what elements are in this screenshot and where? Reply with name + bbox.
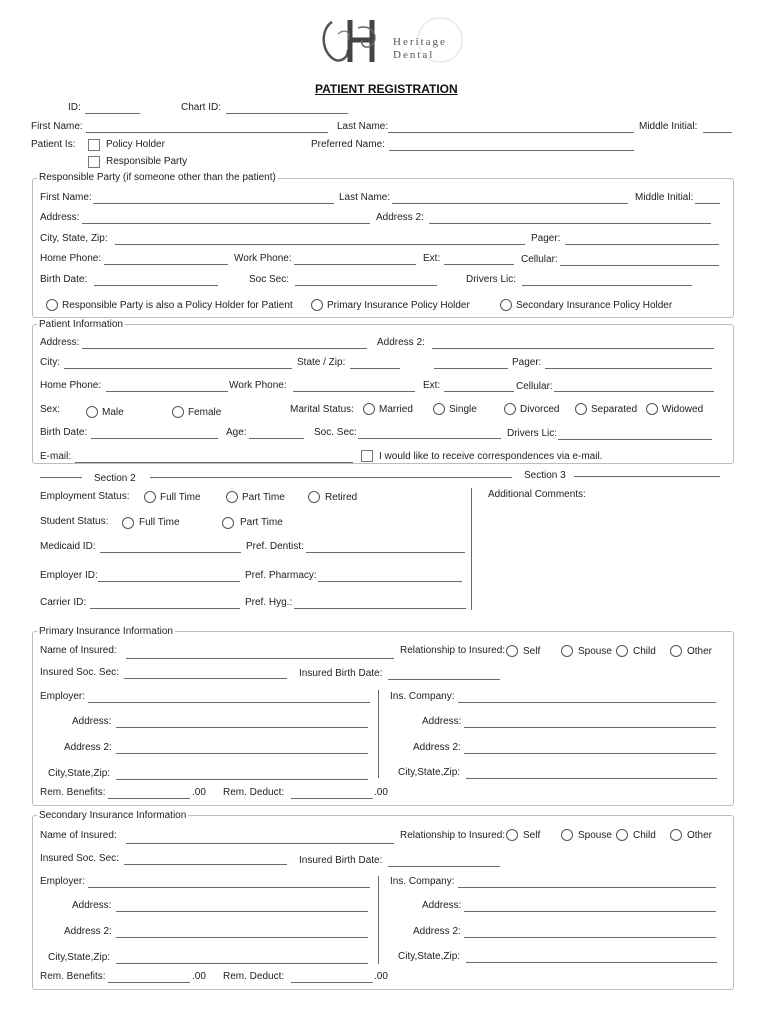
marital-status-label: Marital Status: [290, 404, 354, 415]
primary-insurance-legend: Primary Insurance Information [39, 626, 173, 637]
emp-retired-label: Retired [325, 492, 358, 503]
pt-sex-label: Sex: [40, 404, 61, 415]
employer-id-label: Employer ID: [40, 570, 98, 581]
last-name-label: Last Name: [337, 121, 389, 132]
pi-ins-city-label: City,State,Zip: [398, 767, 461, 778]
widowed-label: Widowed [662, 404, 704, 415]
si-child-radio[interactable] [616, 829, 628, 841]
rp-address-label: Address: [40, 212, 80, 223]
rp-address-field[interactable] [82, 223, 370, 224]
si-ins-address-label: Address: [422, 900, 462, 911]
si-spouse-radio[interactable] [561, 829, 573, 841]
pi-spouse-label: Spouse [578, 646, 612, 657]
section2-legend: Section 2 [94, 473, 136, 484]
si-spouse-label: Spouse [578, 830, 612, 841]
pref-pharmacy-field[interactable] [318, 581, 462, 582]
rp-home-phone-label: Home Phone: [40, 253, 102, 264]
divorced-radio[interactable] [504, 403, 516, 415]
rp-secondary-radio[interactable] [500, 299, 512, 311]
si-soc-sec-field[interactable] [124, 864, 287, 865]
rp-pager-field[interactable] [565, 244, 719, 245]
middle-initial-field[interactable] [703, 132, 732, 133]
si-other-label: Other [687, 830, 713, 841]
si-self-radio[interactable] [506, 829, 518, 841]
pi-address-field[interactable] [116, 727, 368, 728]
pt-email-label: E-mail: [40, 451, 72, 462]
stu-full-time-label: Full Time [139, 517, 180, 528]
patient-is-label: Patient Is: [31, 139, 76, 150]
emp-full-time-label: Full Time [160, 492, 201, 503]
pi-spouse-radio[interactable] [561, 645, 573, 657]
pt-drivers-lic-field[interactable] [558, 439, 712, 440]
male-label: Male [102, 407, 124, 418]
pi-birth-date-field[interactable] [388, 679, 500, 680]
pt-ext-field[interactable] [444, 391, 514, 392]
rp-address2-field[interactable] [429, 223, 711, 224]
first-name-label: First Name: [31, 121, 83, 132]
section2-rule-left [40, 477, 82, 478]
pt-birth-date-field[interactable] [91, 438, 218, 439]
si-ins-city-field[interactable] [466, 962, 717, 963]
first-name-field[interactable] [86, 132, 328, 133]
pt-state-zip-field[interactable] [350, 368, 400, 369]
rp-last-name-label: Last Name: [339, 192, 391, 203]
si-rem-deduct-field[interactable] [291, 982, 373, 983]
rp-also-policy-label: Responsible Party is also a Policy Holder for Patient [62, 300, 293, 311]
id-field[interactable] [85, 113, 140, 114]
si-name-insured-field[interactable] [126, 843, 394, 844]
single-label: Single [449, 404, 477, 415]
stu-part-time-label: Part Time [240, 517, 283, 528]
pt-soc-sec-label: Soc. Sec: [314, 427, 357, 438]
rp-home-phone-field[interactable] [104, 264, 228, 265]
pt-address-label: Address: [40, 337, 80, 348]
pt-city-label: City: [40, 357, 60, 368]
rp-pager-label: Pager: [531, 233, 561, 244]
pi-soc-sec-field[interactable] [124, 678, 287, 679]
pt-home-phone-label: Home Phone: [40, 380, 102, 391]
pt-address2-field[interactable] [432, 348, 714, 349]
secondary-insurance-legend: Secondary Insurance Information [39, 810, 187, 821]
si-rem-benefits-label: Rem. Benefits: [40, 971, 106, 982]
si-employer-field[interactable] [88, 887, 370, 888]
separated-radio[interactable] [575, 403, 587, 415]
male-radio[interactable] [86, 406, 98, 418]
si-rem-benefits-cents: .00 [192, 971, 206, 982]
si-relationship-label: Relationship to Insured: [400, 830, 506, 841]
rp-middle-initial-field[interactable] [695, 203, 720, 204]
page-title: PATIENT REGISTRATION [315, 82, 458, 96]
employer-id-field[interactable] [98, 581, 240, 582]
responsible-party-label: Responsible Party [106, 156, 188, 167]
rp-first-name-label: First Name: [40, 192, 92, 203]
pi-employer-field[interactable] [88, 702, 370, 703]
pt-email-field[interactable] [75, 462, 353, 463]
pt-ext-label: Ext: [423, 380, 441, 391]
rp-address2-label: Address 2: [376, 212, 424, 223]
pt-soc-sec-field[interactable] [358, 438, 501, 439]
si-employer-label: Employer: [40, 876, 86, 887]
pi-name-insured-field[interactable] [126, 658, 394, 659]
brand-line-2: Dental [393, 49, 435, 61]
pi-other-label: Other [687, 646, 713, 657]
rp-middle-initial-label: Middle Initial: [635, 192, 694, 203]
rp-drivers-lic-label: Drivers Lic: [466, 274, 517, 285]
pref-hyg-field[interactable] [294, 608, 466, 609]
pi-self-radio[interactable] [506, 645, 518, 657]
emp-full-time-radio[interactable] [144, 491, 156, 503]
rp-birth-date-field[interactable] [94, 285, 218, 286]
pi-city-label: City,State,Zip: [48, 768, 111, 779]
preferred-name-field[interactable] [389, 150, 634, 151]
pi-ins-address2-label: Address 2: [413, 742, 461, 753]
si-soc-sec-label: Insured Soc. Sec: [40, 853, 119, 864]
pi-rem-deduct-label: Rem. Deduct: [223, 787, 285, 798]
policy-holder-label: Policy Holder [106, 139, 165, 150]
pt-state-zip-label: State / Zip: [297, 357, 346, 368]
rp-work-phone-field[interactable] [294, 264, 416, 265]
policy-holder-checkbox[interactable] [88, 139, 100, 151]
pi-birth-date-label: Insured Birth Date: [299, 668, 383, 679]
divorced-label: Divorced [520, 404, 560, 415]
section-divider [471, 488, 472, 610]
rp-first-name-field[interactable] [93, 203, 334, 204]
employment-status-label: Employment Status: [40, 491, 130, 502]
stu-part-time-radio[interactable] [222, 517, 234, 529]
pi-ins-company-label: Ins. Company: [390, 691, 455, 702]
rp-work-phone-label: Work Phone: [234, 253, 292, 264]
si-ins-city-label: City,State,Zip: [398, 951, 461, 962]
responsible-party-legend: Responsible Party (if someone other than the patient) [39, 172, 276, 183]
pref-dentist-field[interactable] [306, 552, 465, 553]
si-other-radio[interactable] [670, 829, 682, 841]
pt-zip-field[interactable] [434, 368, 508, 369]
si-child-label: Child [633, 830, 656, 841]
pt-work-phone-field[interactable] [293, 391, 415, 392]
pi-rem-benefits-label: Rem. Benefits: [40, 787, 106, 798]
last-name-field[interactable] [388, 132, 634, 133]
preferred-name-label: Preferred Name: [311, 139, 385, 150]
middle-initial-label: Middle Initial: [639, 121, 698, 132]
student-status-label: Student Status: [40, 516, 109, 527]
pi-rem-deduct-field[interactable] [291, 798, 373, 799]
rp-birth-date-label: Birth Date: [40, 274, 88, 285]
female-label: Female [188, 407, 222, 418]
pi-ins-company-field[interactable] [458, 702, 716, 703]
si-name-insured-label: Name of Insured: [40, 830, 117, 841]
carrier-id-label: Carrier ID: [40, 597, 87, 608]
single-radio[interactable] [433, 403, 445, 415]
rp-soc-sec-label: Soc Sec: [249, 274, 290, 285]
si-rem-deduct-label: Rem. Deduct: [223, 971, 285, 982]
rp-last-name-field[interactable] [392, 203, 628, 204]
rp-drivers-lic-field[interactable] [522, 285, 692, 286]
rp-primary-label: Primary Insurance Policy Holder [327, 300, 470, 311]
medicaid-id-field[interactable] [100, 552, 241, 553]
si-ins-company-field[interactable] [458, 887, 716, 888]
rp-also-policy-radio[interactable] [46, 299, 58, 311]
brand-line-1: Heritage [393, 36, 447, 48]
rp-city-field[interactable] [115, 244, 525, 245]
pi-ins-address-field[interactable] [464, 727, 716, 728]
pt-pager-field[interactable] [545, 368, 712, 369]
rp-ext-field[interactable] [444, 264, 514, 265]
emp-part-time-radio[interactable] [226, 491, 238, 503]
si-rem-deduct-cents: .00 [374, 971, 388, 982]
si-ins-company-label: Ins. Company: [390, 876, 455, 887]
pt-age-label: Age: [226, 427, 247, 438]
female-radio[interactable] [172, 406, 184, 418]
pi-rem-deduct-cents: .00 [374, 787, 388, 798]
pi-ins-address2-field[interactable] [464, 753, 716, 754]
married-label: Married [379, 404, 413, 415]
pt-drivers-lic-label: Drivers Lic: [507, 428, 558, 439]
widowed-radio[interactable] [646, 403, 658, 415]
medicaid-id-label: Medicaid ID: [40, 541, 96, 552]
pi-other-radio[interactable] [670, 645, 682, 657]
id-label: ID: [68, 102, 81, 113]
pt-cellular-field[interactable] [554, 391, 714, 392]
pi-relationship-label: Relationship to Insured: [400, 645, 506, 656]
pt-pager-label: Pager: [512, 357, 542, 368]
pt-address2-label: Address 2: [377, 337, 425, 348]
section3-rule-right [574, 476, 720, 477]
pi-address2-label: Address 2: [64, 742, 112, 753]
pt-address-field[interactable] [82, 348, 367, 349]
pi-self-label: Self [523, 646, 541, 657]
pt-age-field[interactable] [249, 438, 304, 439]
pt-cellular-label: Cellular: [516, 381, 553, 392]
si-ins-address-field[interactable] [464, 911, 716, 912]
si-ins-address2-field[interactable] [464, 937, 716, 938]
rp-soc-sec-field[interactable] [295, 285, 437, 286]
pt-home-phone-field[interactable] [106, 391, 228, 392]
additional-comments-label: Additional Comments: [488, 489, 586, 500]
pi-soc-sec-label: Insured Soc. Sec: [40, 667, 119, 678]
si-rem-benefits-field[interactable] [108, 982, 190, 983]
rp-primary-radio[interactable] [311, 299, 323, 311]
pi-column-divider [378, 690, 379, 778]
patient-information-legend: Patient Information [39, 319, 123, 330]
si-city-field[interactable] [116, 963, 368, 964]
stu-full-time-radio[interactable] [122, 517, 134, 529]
si-address2-field[interactable] [116, 937, 368, 938]
chart-id-field[interactable] [226, 113, 348, 114]
rp-secondary-label: Secondary Insurance Policy Holder [516, 300, 673, 311]
si-address-label: Address: [72, 900, 112, 911]
email-opt-label: I would like to receive correspondences via e-mail. [379, 451, 603, 462]
emp-part-time-label: Part Time [242, 492, 285, 503]
rp-cellular-label: Cellular: [521, 254, 558, 265]
si-self-label: Self [523, 830, 541, 841]
pi-city-field[interactable] [116, 779, 368, 780]
pi-ins-city-field[interactable] [466, 778, 717, 779]
pref-hyg-label: Pref. Hyg.: [245, 597, 293, 608]
pt-city-field[interactable] [64, 368, 292, 369]
pi-child-radio[interactable] [616, 645, 628, 657]
si-city-label: City,State,Zip: [48, 952, 111, 963]
pi-employer-label: Employer: [40, 691, 86, 702]
rp-city-label: City, State, Zip: [40, 233, 108, 244]
email-opt-checkbox[interactable] [361, 450, 373, 462]
section3-legend: Section 3 [524, 470, 566, 481]
si-birth-date-label: Insured Birth Date: [299, 855, 383, 866]
si-address-field[interactable] [116, 911, 368, 912]
pi-child-label: Child [633, 646, 656, 657]
si-column-divider [378, 876, 379, 964]
responsible-party-checkbox[interactable] [88, 156, 100, 168]
pi-name-insured-label: Name of Insured: [40, 645, 117, 656]
rp-cellular-field[interactable] [560, 265, 719, 266]
chart-id-label: Chart ID: [181, 102, 222, 113]
rp-ext-label: Ext: [423, 253, 441, 264]
pref-pharmacy-label: Pref. Pharmacy: [245, 570, 317, 581]
si-birth-date-field[interactable] [388, 866, 500, 867]
pi-address-label: Address: [72, 716, 112, 727]
section2-rule-right [150, 477, 512, 478]
carrier-id-field[interactable] [90, 608, 240, 609]
pi-address2-field[interactable] [116, 753, 368, 754]
pref-dentist-label: Pref. Dentist: [246, 541, 304, 552]
emp-retired-radio[interactable] [308, 491, 320, 503]
pi-ins-address-label: Address: [422, 716, 462, 727]
separated-label: Separated [591, 404, 638, 415]
pi-rem-benefits-cents: .00 [192, 787, 206, 798]
pt-work-phone-label: Work Phone: [229, 380, 287, 391]
married-radio[interactable] [363, 403, 375, 415]
pt-birth-date-label: Birth Date: [40, 427, 88, 438]
si-ins-address2-label: Address 2: [413, 926, 461, 937]
si-address2-label: Address 2: [64, 926, 112, 937]
pi-rem-benefits-field[interactable] [108, 798, 190, 799]
